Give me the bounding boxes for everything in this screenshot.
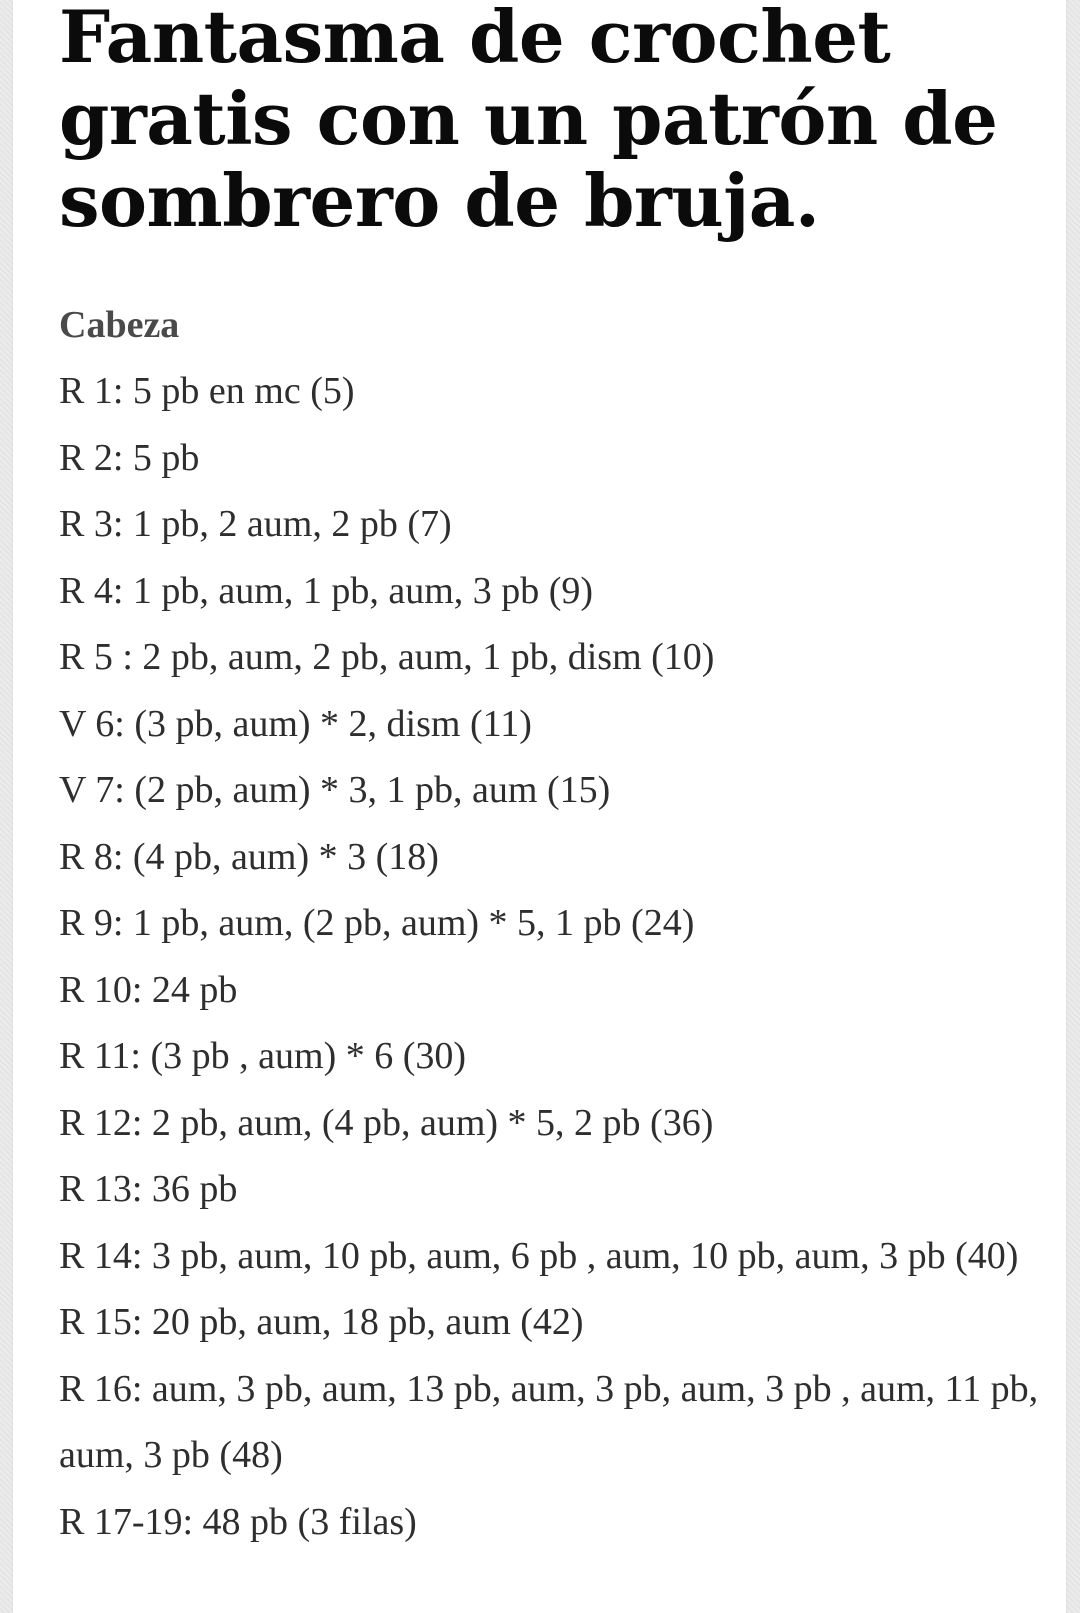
pattern-row: R 9: 1 pb, aum, (2 pb, aum) * 5, 1 pb (24) — [59, 902, 695, 944]
section-heading: Cabeza — [59, 304, 180, 346]
pattern-row: V 7: (2 pb, aum) * 3, 1 pb, aum (15) — [59, 769, 611, 811]
pattern-rows-list — [59, 358, 1039, 1555]
pattern-row: R 4: 1 pb, aum, 1 pb, aum, 3 pb (9) — [59, 569, 594, 612]
pattern-row: R 8: (4 pb, aum) * 3 (18) — [59, 835, 439, 878]
pattern-row: R 17-19: 48 pb (3 filas) — [59, 1500, 417, 1543]
pattern-row: R 10: 24 pb — [59, 968, 238, 1011]
pattern-row: R 14: 3 pb, aum, 10 pb, aum, 6 pb , aum, 10 pb, aum, 3 pb (40) — [59, 1234, 1019, 1277]
pattern-row: R 1: 5 pb en mc (5) — [59, 370, 355, 412]
article-card — [13, 0, 1066, 1613]
pattern-row: R 3: 1 pb, 2 aum, 2 pb (7) — [59, 503, 452, 545]
pattern-row: R 12: 2 pb, aum, (4 pb, aum) * 5, 2 pb (36) — [59, 1101, 714, 1144]
pattern-row: R 5 : 2 pb, aum, 2 pb, aum, 1 pb, dism (10) — [59, 636, 715, 678]
pattern-row: R 13: 36 pb — [59, 1168, 238, 1210]
pattern-row: V 6: (3 pb, aum) * 2, dism (11) — [59, 702, 532, 745]
article-title: Fantasma de crochet gratis con un patrón de sombrero de bruja. — [59, 0, 998, 243]
pattern-row: R 15: 20 pb, aum, 18 pb, aum (42) — [59, 1301, 584, 1343]
pattern-row: R 2: 5 pb — [59, 436, 200, 479]
pattern-row: R 11: (3 pb , aum) * 6 (30) — [59, 1035, 467, 1077]
pattern-row: R 16: aum, 3 pb, aum, 13 pb, aum, 3 pb, aum, 3 pb , aum, 11 pb, aum, 3 pb (48) — [59, 1367, 1039, 1476]
article-body — [59, 292, 1039, 1555]
